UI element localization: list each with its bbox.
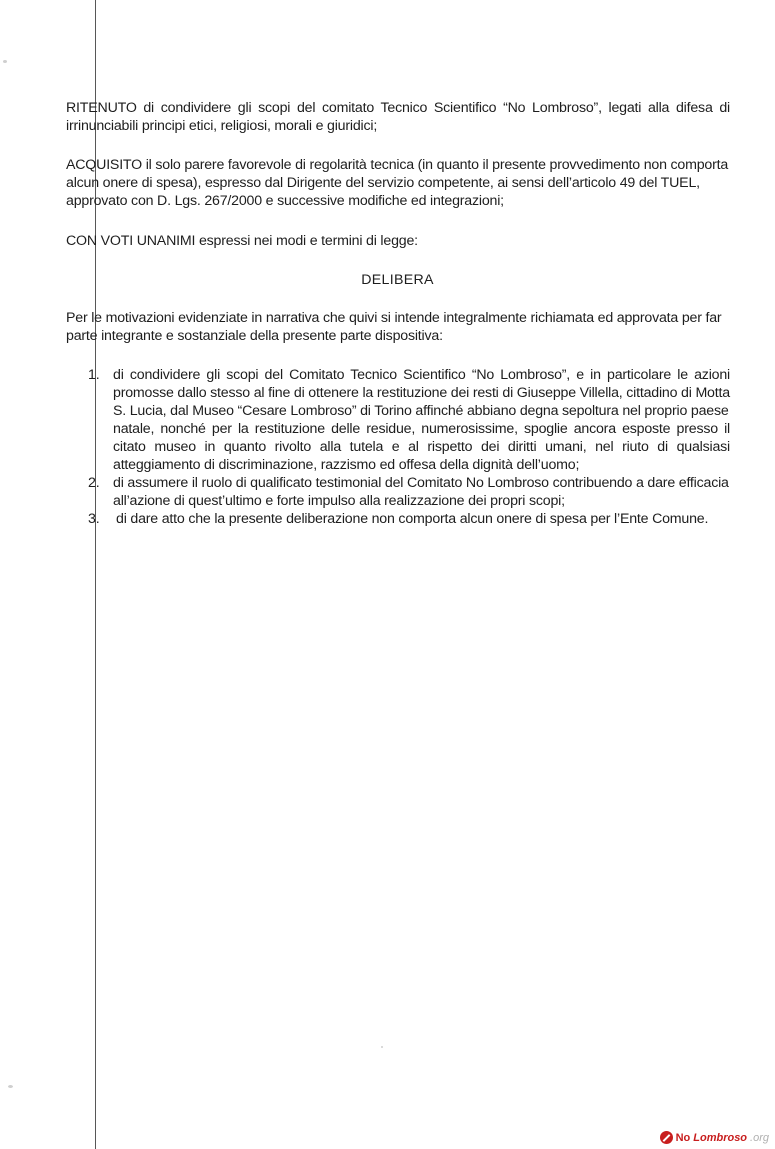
list-item-line: citato museo in quanto rivolto alla tutela e al rispetto dei diritti umani, nel riuto di qualsiasi <box>113 439 730 455</box>
resolution-list <box>88 366 730 528</box>
paragraph-ritenuto <box>66 99 730 135</box>
no-sign-icon <box>660 1131 673 1144</box>
paragraph-acquisito <box>66 156 730 210</box>
list-item-number: 2. <box>88 475 100 491</box>
paragraph-line: ACQUISITO il solo parere favorevole di regolarità tecnica (in quanto il presente provvedimento non comporta <box>66 157 729 173</box>
logo-text-lombroso: Lombroso <box>693 1131 748 1144</box>
scan-speck <box>381 1046 383 1048</box>
list-item-line: all’azione di quest’ultimo e forte impulso alla realizzazione dei propri scopi; <box>113 493 565 509</box>
list-item-number: 1. <box>88 367 100 383</box>
paragraph-line: alcun onere di spesa), espresso dal Dirigente del servizio competente, ai sensi dell’articolo 49 del TUEL, <box>66 175 700 191</box>
paragraph-line: RITENUTO di condividere gli scopi del comitato Tecnico Scientifico “No Lombroso”, legati alla difesa di <box>66 100 730 116</box>
paragraph-line: approvato con D. Lgs. 267/2000 e successive modifiche ed integrazioni; <box>66 193 504 209</box>
section-heading-delibera: DELIBERA <box>361 272 434 288</box>
list-item-line: natale, nonché per la restituzione delle residue, numerosissime, spoglie ancora esposte presso il <box>113 421 730 437</box>
list-item-line: S. Lucia, dal Museo “Cesare Lombroso” di Torino affinché abbiano degna sepoltura nel proprio paese <box>113 403 729 419</box>
paragraph-line: Per le motivazioni evidenziate in narrativa che quivi si intende integralmente richiamata ed approvata per far <box>66 310 722 326</box>
paragraph-con-voti <box>66 232 730 250</box>
list-item-line: di dare atto che la presente deliberazione non comporta alcun onere di spesa per l’Ente Comune. <box>116 511 709 527</box>
paragraph-per-le-motivazioni <box>66 309 730 345</box>
list-item-number: 3. <box>88 511 100 527</box>
list-item-line: atteggiamento di discriminazione, razzismo ed offesa della dignità dell’uomo; <box>113 457 580 473</box>
paragraph-line: CON VOTI UNANIMI espressi nei modi e termini di legge: <box>66 233 418 249</box>
list-item-line: di assumere il ruolo di qualificato testimonial del Comitato No Lombroso contribuendo a dare efficacia <box>113 475 729 491</box>
list-item-line: promosse dallo stesso al fine di ottenere la restituzione dei resti di Giuseppe Villella, cittadino di Motta <box>113 385 730 401</box>
list-item-line: di condividere gli scopi del Comitato Tecnico Scientifico “No Lombroso”, e in particolare le azioni <box>113 367 730 383</box>
scan-speck <box>8 1085 13 1088</box>
paragraph-line: irrinunciabili principi etici, religiosi, morali e giuridici; <box>66 118 378 134</box>
list-item <box>88 366 730 474</box>
list-item <box>88 510 730 528</box>
logo-text-no: No <box>675 1131 691 1144</box>
list-item <box>88 474 730 510</box>
scan-speck <box>3 60 7 63</box>
paragraph-line: parte integrante e sostanziale della presente parte dispositiva: <box>66 328 443 344</box>
logo-text-tld: .org <box>750 1131 769 1144</box>
nolombroso-logo <box>660 1131 769 1144</box>
